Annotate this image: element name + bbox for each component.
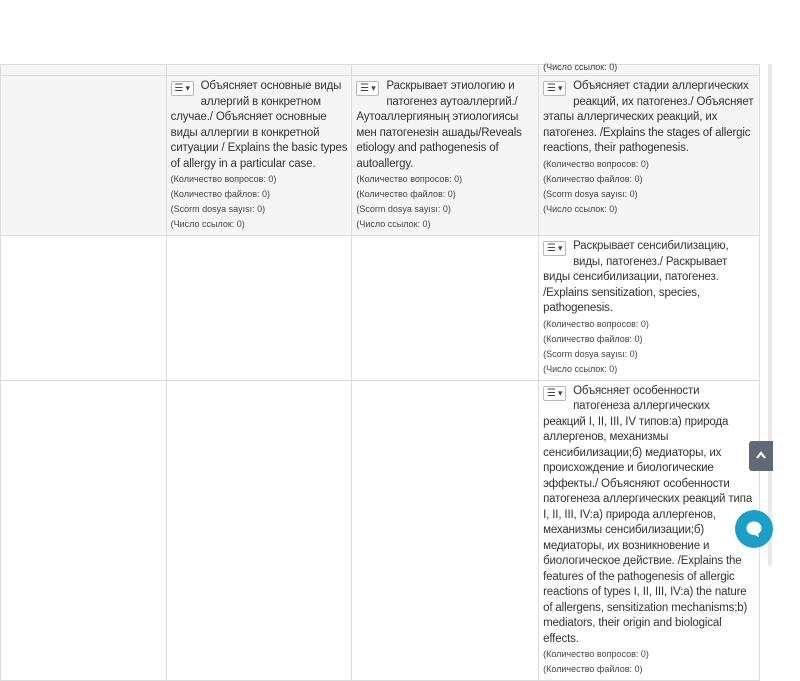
competency-menu-button[interactable]: ☰ ▾ <box>543 386 566 401</box>
link-count: (Число ссылок: 0) <box>543 363 618 374</box>
question-count: (Количество вопросов: 0) <box>356 174 463 184</box>
competency-text: Объясняет особенности патогенеза аллергических реакций I, II, III, IV типов:а) природа аллергенов, механизмы сенсибилизации;б) медиаторы, их происхождение и биологические эффекты./ Объясняют особенности патогенеза аллергических реакций типа I, II, III, IV:а) природа аллергенов, механизмы сенсибилизации;б) медиаторы, их возникновение и биологическое действие. /Explains the features of the pathogenesis of allergic reactions of types I, II, III, IV:a) the nature of allergens, sensitization mechanisms;b) mediators, their origin and biological effects. <box>543 384 753 645</box>
file-count: (Количество файлов: 0) <box>170 189 271 199</box>
table-row <box>1 65 760 76</box>
competency-text: Объясняет стадии аллергических реакций, их патогенез./ Объясняет этапы аллергических реакций, их патогенез. /Explains the stages of allergic reactions, their pathogenesis. <box>543 80 754 154</box>
competency-cell <box>539 236 760 381</box>
question-count: (Количество вопросов: 0) <box>170 174 277 184</box>
link-count: (Число ссылок: 0) <box>356 219 431 229</box>
scroll-to-top-button[interactable] <box>749 441 773 471</box>
question-count: (Количество вопросов: 0) <box>543 649 649 659</box>
question-count: (Количество вопросов: 0) <box>543 318 649 329</box>
scorm-count: (Scorm dosya sayısı: 0) <box>543 188 638 199</box>
table-row <box>1 236 760 381</box>
competency-menu-button[interactable]: ☰ ▾ <box>171 81 194 96</box>
competency-menu-button[interactable]: ☰ ▾ <box>543 81 566 96</box>
chat-bubble-icon <box>745 520 763 538</box>
competency-menu-button[interactable]: ☰ ▾ <box>543 241 566 256</box>
table-row <box>1 76 760 236</box>
scorm-count: (Scorm dosya sayısı: 0) <box>543 348 638 359</box>
link-count: (Число ссылок: 0) <box>170 219 245 229</box>
chat-widget-button[interactable] <box>735 510 773 548</box>
link-count: (Число ссылок: 0) <box>543 203 618 214</box>
competency-text: Объясняет основные виды аллергий в конкретном случае./ Объясняет основные виды аллергии в конкретной ситуации / Explains the basic types of allergy in a particular case. <box>170 80 348 170</box>
competency-cell <box>166 76 352 236</box>
scorm-count: (Scorm dosya sayısı: 0) <box>356 204 451 214</box>
file-count: (Количество файлов: 0) <box>543 664 643 674</box>
row-label-cell <box>1 76 167 236</box>
link-count: (Число ссылок: 0) <box>543 62 618 72</box>
scorm-count: (Scorm dosya sayısı: 0) <box>170 204 266 214</box>
competency-table-viewport <box>0 62 770 674</box>
chevron-up-icon <box>755 450 767 460</box>
file-count: (Количество файлов: 0) <box>543 333 643 344</box>
competency-cell <box>539 380 760 681</box>
competency-text: Раскрывает сенсибилизацию, виды, патогенез./ Раскрывает виды сенсибилизации, патогенез. /Explains sensitization, species, pathogenesis. <box>543 240 729 314</box>
file-count: (Количество файлов: 0) <box>543 173 643 184</box>
table-row <box>1 380 760 681</box>
competency-text: Раскрывает этиологию и патогенез аутоаллергий./ Аутоаллергияның этиологиясы мен патогенезін ашады/Reveals etiology and pathogenesis of autoallergy. <box>356 80 522 170</box>
question-count: (Количество вопросов: 0) <box>543 158 649 169</box>
competency-cell <box>352 76 539 236</box>
vertical-scrollbar[interactable] <box>768 64 772 566</box>
competency-menu-button[interactable]: ☰ ▾ <box>356 81 379 96</box>
file-count: (Количество файлов: 0) <box>356 189 456 199</box>
competency-table <box>0 64 760 681</box>
competency-cell <box>539 76 760 236</box>
